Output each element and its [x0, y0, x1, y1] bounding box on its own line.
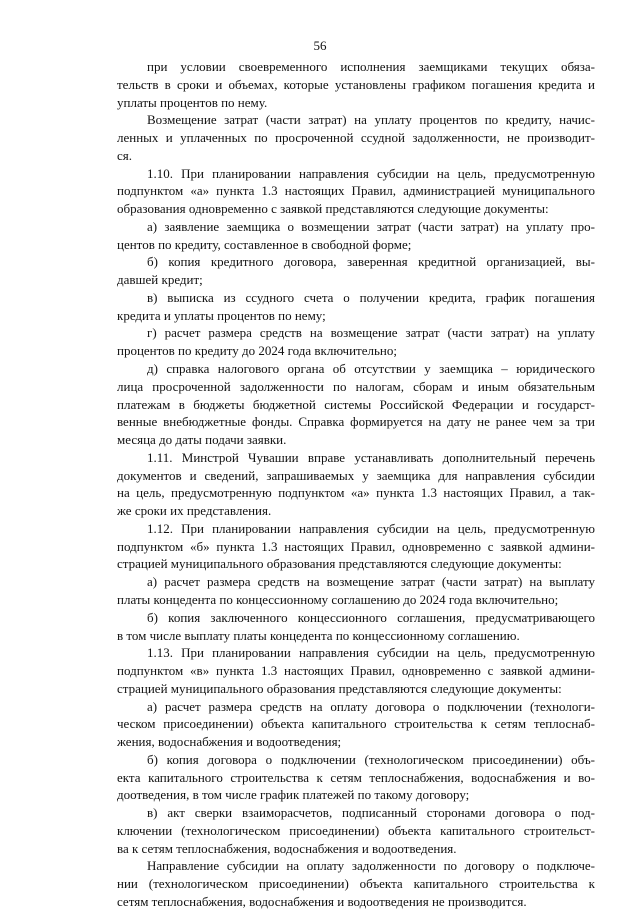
- text-line: ческом присоединении) объекта капитального строительства к сетям теплоснаб-: [117, 716, 595, 732]
- text-line: давшей кредит;: [117, 272, 203, 288]
- text-line: страцией муниципального образования представляются следующие документы:: [117, 680, 562, 696]
- page-number: 56: [313, 38, 327, 53]
- text-line: уплаты процентов по нему.: [117, 94, 268, 110]
- text-line: в) выписка из ссудного счета о получении кредита, график погашения: [147, 289, 595, 305]
- text-line: жения, водоснабжения и водоотведения;: [117, 734, 342, 750]
- text-line: платы концедента по концессионному соглашению до 2024 года включительно;: [117, 591, 559, 607]
- text-line: нии (технологическом присоединении) объекта капитального строительства к: [117, 876, 595, 892]
- text-line: в том числе выплату платы концедента по концессионному соглашению.: [117, 627, 520, 643]
- text-line: а) расчет размера средств на оплату договора о подключении (технологи-: [147, 698, 595, 714]
- text-line: процентов по кредиту до 2024 года включительно;: [117, 343, 397, 359]
- text-line: на цель, предусмотренную подпунктом «а» пункта 1.3 настоящих Правил, а так-: [117, 485, 595, 501]
- text-line: подпунктом «а» пункта 1.3 настоящих Правил, администрацией муниципального: [117, 183, 595, 199]
- text-line: венные внебюджетные фонды. Справка формируется на дату не ранее чем за три: [117, 414, 595, 430]
- text-line: подпунктом «б» пункта 1.3 настоящих Правил, одновременно с заявкой админи-: [117, 538, 595, 554]
- text-line: центов по кредиту, составленное в свободной форме;: [117, 236, 412, 252]
- text-line: б) копия договора о подключении (технологическом присоединении) объ-: [147, 751, 595, 767]
- text-line: б) копия заключенного концессионного соглашения, предусматривающего: [147, 609, 595, 625]
- text-line: д) справка налогового органа об отсутствии у заемщика – юридического: [147, 361, 595, 377]
- text-line: 1.11. Минстрой Чувашии вправе устанавливать дополнительный перечень: [147, 449, 595, 465]
- text-line: а) расчет размера средств на возмещение затрат (части затрат) на выплату: [147, 574, 595, 590]
- text-line: же сроки их представления.: [117, 503, 272, 519]
- text-line: месяца до даты подачи заявки.: [117, 432, 287, 448]
- text-line: страцией муниципального образования представляются следующие документы:: [117, 556, 562, 572]
- text-line: сетям теплоснабжения, водоснабжения и водоотведения не производится.: [117, 893, 527, 909]
- text-line: подпунктом «в» пункта 1.3 настоящих Правил, одновременно с заявкой админи-: [117, 663, 595, 679]
- text-line: г) расчет размера средств на возмещение затрат (части затрат) на уплату: [147, 325, 595, 341]
- text-line: 1.13. При планировании направления субсидии на цель, предусмотренную: [147, 645, 595, 661]
- text-line: Возмещение затрат (части затрат) на уплату процентов по кредиту, начис-: [147, 112, 595, 128]
- text-line: а) заявление заемщика о возмещении затрат (части затрат) на уплату про-: [147, 218, 595, 234]
- text-line: документов и сведений, запрашиваемых у заемщика для направления субсидии: [117, 467, 595, 483]
- text-line: екта капитального строительства к сетям теплоснабжения, водоснабжения и во-: [117, 769, 595, 785]
- text-line: лица просроченной задолженности по налогам, сборам и иным обязательным: [117, 378, 595, 394]
- text-line: платежам в бюджеты бюджетной системы Российской Федерации и государст-: [117, 396, 595, 412]
- text-line: тельств в сроки и объемах, которые установлены графиком погашения кредита и: [117, 76, 595, 92]
- document-body: [117, 58, 595, 911]
- text-line: ся.: [117, 147, 132, 163]
- text-line: б) копия кредитного договора, заверенная кредитной организацией, вы-: [147, 254, 595, 270]
- text-line: доотведения, в том числе график платежей по такому договору;: [117, 787, 470, 803]
- text-line: при условии своевременного исполнения заемщиками текущих обяза-: [147, 59, 595, 74]
- text-line: образования одновременно с заявкой представляются следующие документы:: [117, 201, 549, 217]
- text-line: ключении (технологическом присоединении) объекта капитального строительст-: [117, 822, 595, 838]
- text-line: 1.10. При планировании направления субсидии на цель, предусмотренную: [147, 165, 595, 181]
- text-line: в) акт сверки взаиморасчетов, подписанный сторонами договора о под-: [147, 805, 595, 821]
- text-line: ленных и уплаченных по просроченной ссудной задолженности, не производит-: [117, 130, 595, 146]
- text-line: кредита и уплаты процентов по нему;: [117, 307, 326, 323]
- text-line: Направление субсидии на оплату задолженности по договору о подключе-: [147, 858, 595, 874]
- text-line: 1.12. При планировании направления субсидии на цель, предусмотренную: [147, 520, 595, 536]
- text-line: ва к сетям теплоснабжения, водоснабжения и водоотведения.: [117, 840, 457, 856]
